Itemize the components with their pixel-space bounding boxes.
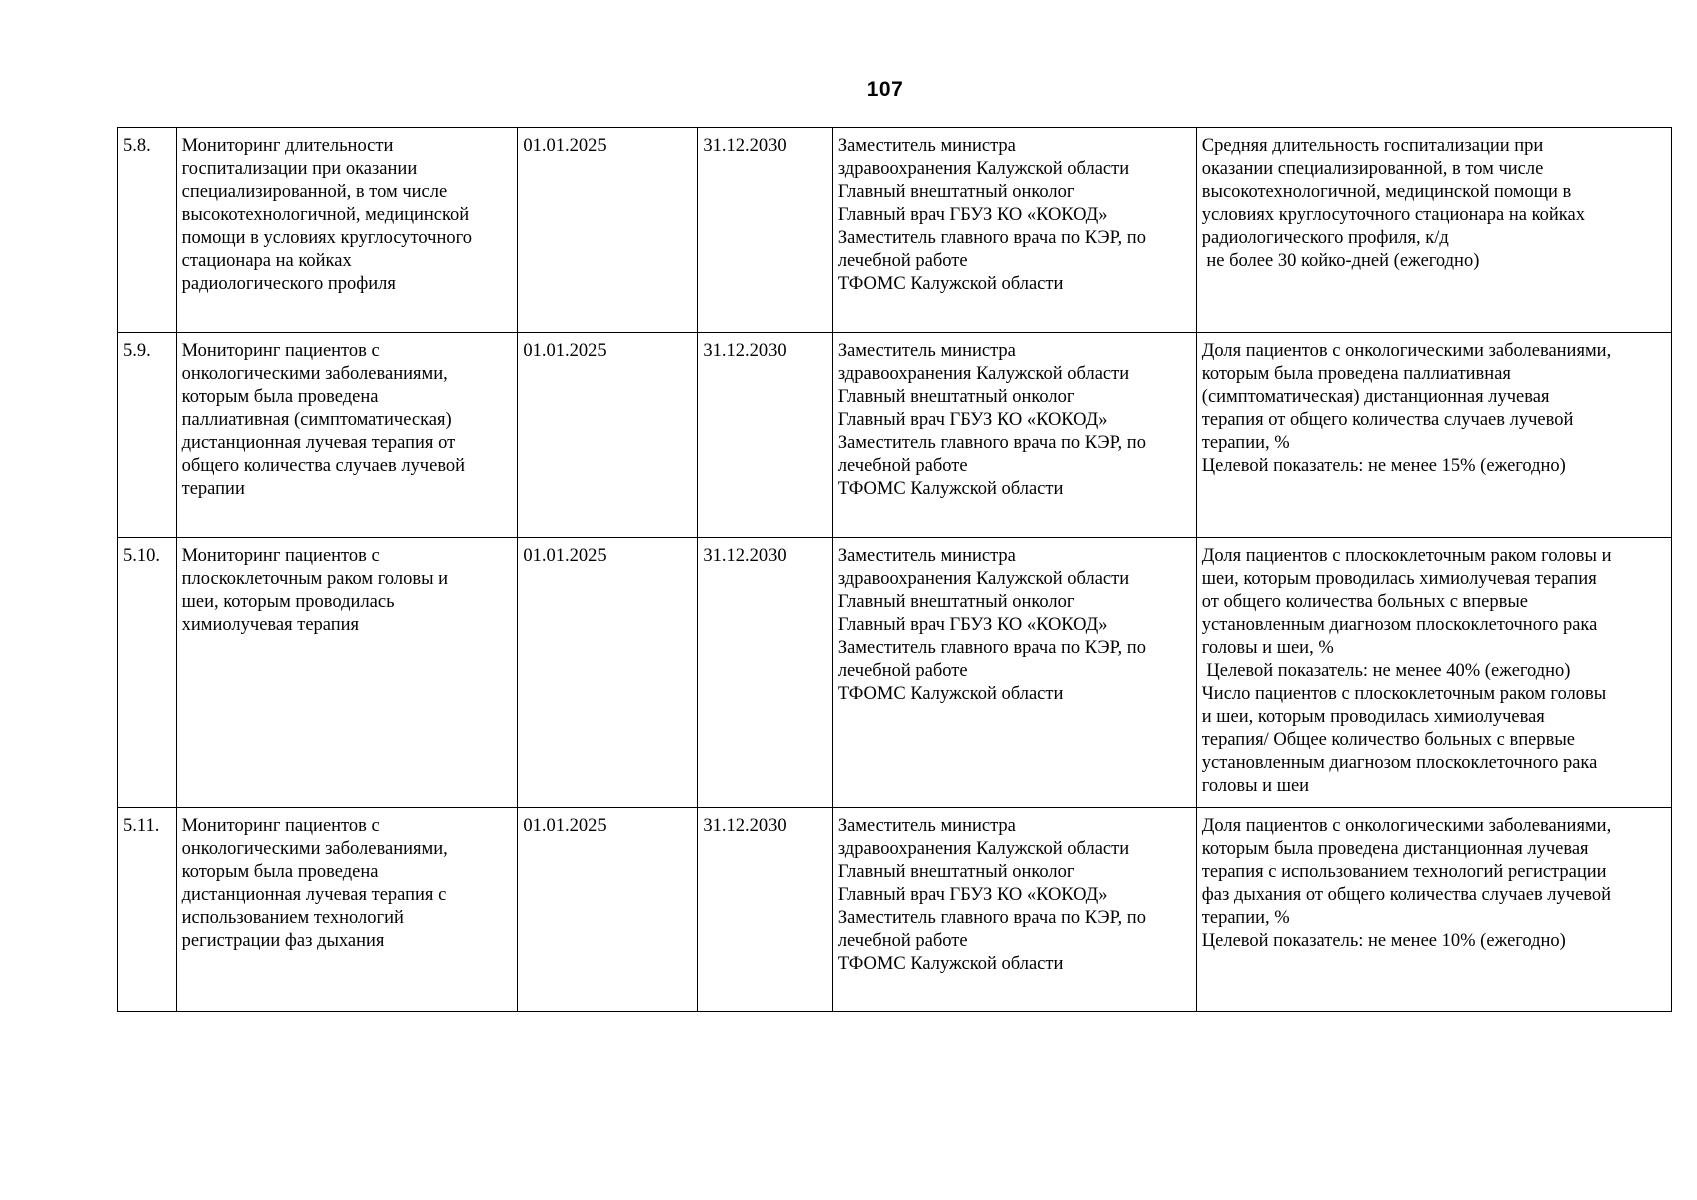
measure-name-line: радиологического профиля [181, 274, 396, 294]
table-row [118, 808, 1672, 1012]
row-number: 5.9. [118, 333, 177, 538]
result-line: установленным диагнозом плоскоклеточного рака [1201, 753, 1598, 773]
measure-name [176, 538, 518, 808]
start-date: 01.01.2025 [518, 333, 698, 538]
responsible-line: Заместитель главного врача по КЭР, по [837, 228, 1146, 248]
measure-name-line: использованием технологий [181, 908, 404, 928]
measure-name-line: высокотехнологичной, медицинской [181, 205, 470, 225]
expected-result [1196, 333, 1671, 538]
measure-name-line: которым была проведена [181, 387, 379, 407]
responsible-line: Заместитель министра [837, 816, 1016, 836]
responsible-line: Главный внештатный онколог [837, 387, 1075, 407]
expected-result [1196, 808, 1671, 1012]
start-date: 01.01.2025 [518, 538, 698, 808]
result-line: которым была проведена паллиативная [1201, 364, 1511, 384]
responsible-line: Главный врач ГБУЗ КО «КОКОД» [837, 885, 1108, 905]
result-line: терапии, % [1201, 433, 1290, 453]
measure-name-line: которым была проведена [181, 862, 379, 882]
measure-name [176, 808, 518, 1012]
measure-name-line: общего количества случаев лучевой [181, 456, 466, 476]
row-number: 5.8. [118, 128, 177, 333]
result-line: оказании специализированной, в том числе [1201, 159, 1544, 179]
responsible-persons [832, 333, 1196, 538]
measure-name-line: шеи, которым проводилась [181, 592, 395, 612]
result-line: шеи, которым проводилась химиолучевая терапия [1201, 569, 1597, 589]
page-number: 107 [866, 78, 904, 101]
row-number: 5.10. [118, 538, 177, 808]
result-line: Доля пациентов с онкологическими заболеваниями, [1201, 341, 1612, 361]
result-line: Доля пациентов с онкологическими заболеваниями, [1201, 816, 1612, 836]
expected-result [1196, 538, 1671, 808]
table-row [118, 538, 1672, 808]
responsible-line: здравоохранения Калужской области [837, 839, 1130, 859]
measure-name [176, 333, 518, 538]
responsible-line: Главный врач ГБУЗ КО «КОКОД» [837, 615, 1108, 635]
result-line: от общего количества больных с впервые [1201, 592, 1529, 612]
row-number: 5.11. [118, 808, 177, 1012]
result-line: терапии, % [1201, 908, 1290, 928]
responsible-line: Заместитель главного врача по КЭР, по [837, 638, 1146, 658]
responsible-line: здравоохранения Калужской области [837, 569, 1130, 589]
measure-name-line: дистанционная лучевая терапия с [181, 885, 447, 905]
measure-name-line: Мониторинг пациентов с [181, 341, 380, 361]
measure-name-line: госпитализации при оказании [181, 159, 418, 179]
responsible-line: лечебной работе [837, 661, 968, 681]
measure-name-line: онкологическими заболеваниями, [181, 839, 448, 859]
responsible-line: лечебной работе [837, 456, 968, 476]
result-line: головы и шеи, % [1201, 638, 1334, 658]
result-line: Доля пациентов с плоскоклеточным раком головы и [1201, 546, 1612, 566]
result-line: Целевой показатель: не менее 40% (ежегодно) [1201, 661, 1571, 681]
end-date: 31.12.2030 [698, 333, 832, 538]
responsible-line: ТФОМС Калужской области [837, 479, 1064, 499]
result-line: радиологического профиля, к/д [1201, 228, 1449, 248]
responsible-line: лечебной работе [837, 931, 968, 951]
table-row [118, 128, 1672, 333]
result-line: высокотехнологичной, медицинской помощи в [1201, 182, 1572, 202]
responsible-line: Заместитель министра [837, 546, 1016, 566]
measure-name-line: онкологическими заболеваниями, [181, 364, 448, 384]
result-line: которым была проведена дистанционная лучевая [1201, 839, 1589, 859]
responsible-line: ТФОМС Калужской области [837, 954, 1064, 974]
table-row [118, 333, 1672, 538]
measure-name-line: паллиативная (симптоматическая) [181, 410, 452, 430]
responsible-line: здравоохранения Калужской области [837, 364, 1130, 384]
result-line: Целевой показатель: не менее 10% (ежегодно) [1201, 931, 1566, 951]
result-line: установленным диагнозом плоскоклеточного рака [1201, 615, 1598, 635]
responsible-line: Заместитель главного врача по КЭР, по [837, 433, 1146, 453]
result-line: и шеи, которым проводилась химиолучевая [1201, 707, 1545, 727]
measure-name-line: плоскоклеточным раком головы и [181, 569, 449, 589]
responsible-line: Заместитель министра [837, 136, 1016, 156]
measure-name-line: Мониторинг пациентов с [181, 816, 380, 836]
result-line: фаз дыхания от общего количества случаев лучевой [1201, 885, 1612, 905]
result-line: терапия/ Общее количество больных с впервые [1201, 730, 1575, 750]
responsible-line: Главный внештатный онколог [837, 182, 1075, 202]
measure-name-line: регистрации фаз дыхания [181, 931, 385, 951]
start-date: 01.01.2025 [518, 128, 698, 333]
result-line: (симптоматическая) дистанционная лучевая [1201, 387, 1550, 407]
result-line: терапия с использованием технологий регистрации [1201, 862, 1607, 882]
result-line: условиях круглосуточного стационара на койках [1201, 205, 1585, 225]
responsible-persons [832, 128, 1196, 333]
measure-name-line: специализированной, в том числе [181, 182, 448, 202]
measure-name-line: химиолучевая терапия [181, 615, 360, 635]
result-line: не более 30 койко-дней (ежегодно) [1201, 251, 1480, 271]
responsible-line: здравоохранения Калужской области [837, 159, 1130, 179]
result-line: терапия от общего количества случаев лучевой [1201, 410, 1574, 430]
measure-name-line: Мониторинг длительности [181, 136, 394, 156]
expected-result [1196, 128, 1671, 333]
measure-name-line: Мониторинг пациентов с [181, 546, 380, 566]
responsible-line: ТФОМС Калужской области [837, 684, 1064, 704]
responsible-line: ТФОМС Калужской области [837, 274, 1064, 294]
responsible-line: Заместитель главного врача по КЭР, по [837, 908, 1146, 928]
result-line: Число пациентов с плоскоклеточным раком головы [1201, 684, 1607, 704]
end-date: 31.12.2030 [698, 808, 832, 1012]
responsible-line: лечебной работе [837, 251, 968, 271]
responsible-persons [832, 808, 1196, 1012]
measure-name-line: помощи в условиях круглосуточного [181, 228, 472, 248]
responsible-line: Главный врач ГБУЗ КО «КОКОД» [837, 205, 1108, 225]
end-date: 31.12.2030 [698, 128, 832, 333]
measure-name-line: терапии [181, 479, 245, 499]
responsible-persons [832, 538, 1196, 808]
measure-name-line: стационара на койках [181, 251, 352, 271]
measures-table [117, 127, 1672, 1012]
result-line: Средняя длительность госпитализации при [1201, 136, 1544, 156]
result-line: Целевой показатель: не менее 15% (ежегодно) [1201, 456, 1566, 476]
start-date: 01.01.2025 [518, 808, 698, 1012]
end-date: 31.12.2030 [698, 538, 832, 808]
result-line: головы и шеи [1201, 776, 1310, 796]
responsible-line: Заместитель министра [837, 341, 1016, 361]
responsible-line: Главный внештатный онколог [837, 592, 1075, 612]
measure-name-line: дистанционная лучевая терапия от [181, 433, 456, 453]
responsible-line: Главный внештатный онколог [837, 862, 1075, 882]
measure-name [176, 128, 518, 333]
responsible-line: Главный врач ГБУЗ КО «КОКОД» [837, 410, 1108, 430]
